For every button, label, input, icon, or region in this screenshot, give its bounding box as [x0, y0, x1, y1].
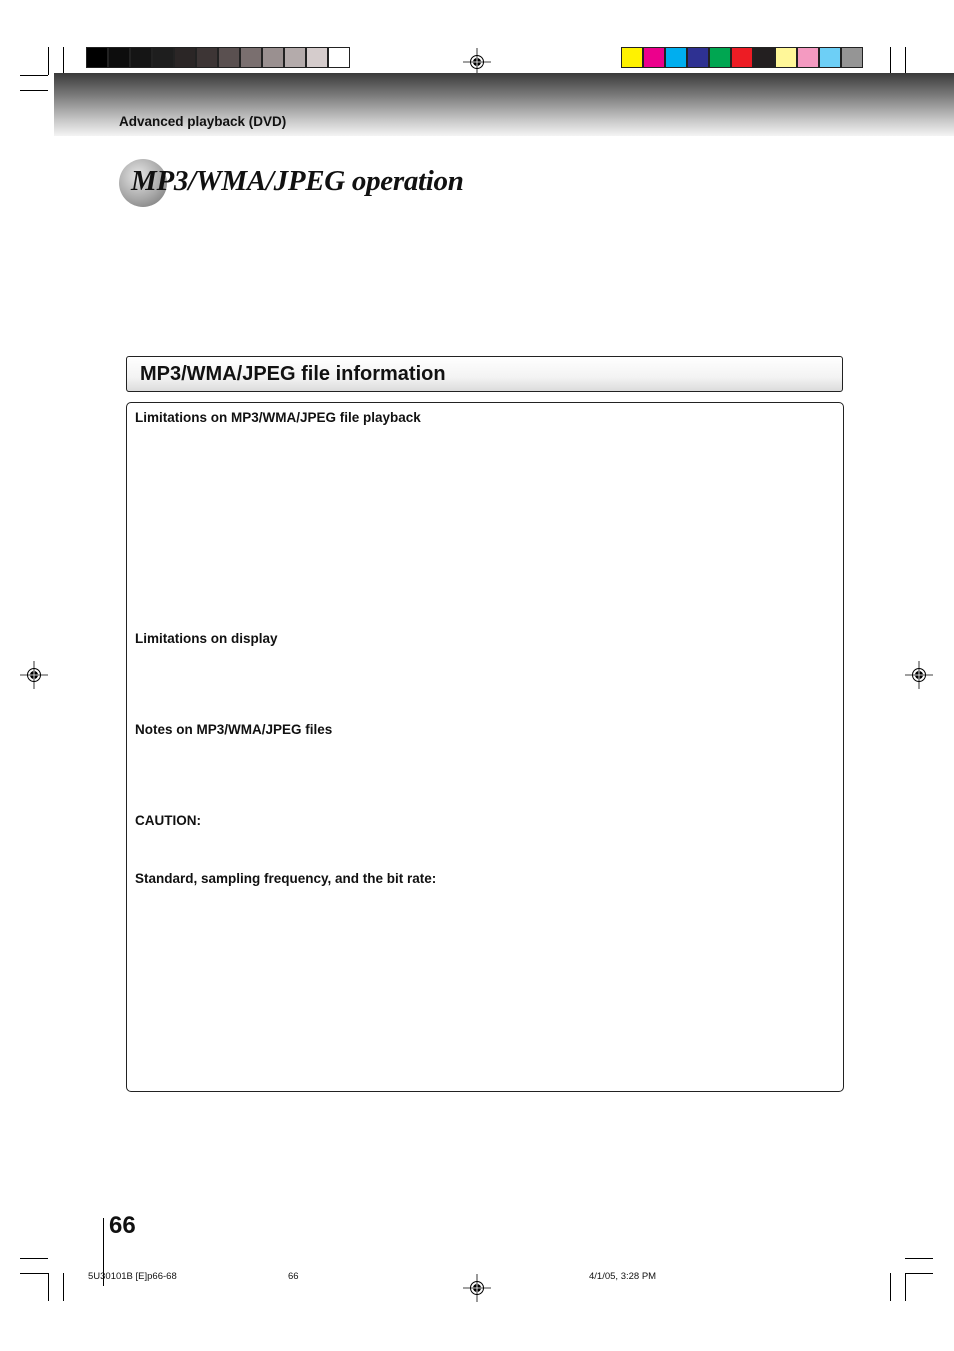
- footer-timestamp: 4/1/05, 3:28 PM: [589, 1271, 657, 1282]
- color-swatch: [152, 47, 174, 68]
- crop-mark: [20, 1273, 48, 1274]
- color-swatch: [621, 47, 643, 68]
- color-swatch: [240, 47, 262, 68]
- registration-mark-icon: [905, 661, 933, 689]
- content-box: [126, 402, 844, 1092]
- color-swatch: [665, 47, 687, 68]
- color-swatch: [687, 47, 709, 68]
- subheading-bit-rate: Standard, sampling frequency, and the bit rate:: [135, 871, 437, 886]
- crop-mark: [20, 1258, 48, 1259]
- crop-mark: [20, 90, 48, 91]
- crop-mark: [63, 1273, 64, 1301]
- color-swatch: [731, 47, 753, 68]
- crop-mark: [905, 47, 906, 75]
- color-swatch: [174, 47, 196, 68]
- color-swatch: [218, 47, 240, 68]
- registration-mark-icon: [463, 1274, 491, 1302]
- subheading-caution: CAUTION:: [135, 813, 201, 828]
- color-swatch: [643, 47, 665, 68]
- subheading-display-limitations: Limitations on display: [135, 631, 278, 646]
- color-swatch: [130, 47, 152, 68]
- subheading-playback-limitations: Limitations on MP3/WMA/JPEG file playback: [135, 410, 421, 425]
- section-label: Advanced playback (DVD): [119, 114, 287, 129]
- color-swatch: [841, 47, 863, 68]
- color-swatch: [709, 47, 731, 68]
- color-swatch: [819, 47, 841, 68]
- color-swatch: [797, 47, 819, 68]
- grayscale-calibration-bar: [86, 47, 350, 68]
- section-heading-box: [126, 356, 843, 392]
- crop-mark: [905, 1273, 906, 1301]
- crop-mark: [890, 1273, 891, 1301]
- crop-mark: [48, 1273, 49, 1301]
- color-swatch: [775, 47, 797, 68]
- crop-mark: [905, 1258, 933, 1259]
- crop-mark: [890, 47, 891, 75]
- page-number: 66: [109, 1212, 136, 1239]
- crop-mark: [905, 1273, 933, 1274]
- crop-mark: [48, 47, 49, 75]
- color-swatch: [262, 47, 284, 68]
- color-calibration-bar: [621, 47, 863, 68]
- registration-mark-icon: [20, 661, 48, 689]
- color-swatch: [108, 47, 130, 68]
- registration-mark-icon: [463, 48, 491, 76]
- page-title: MP3/WMA/JPEG operation: [131, 165, 464, 197]
- color-swatch: [753, 47, 775, 68]
- color-swatch: [86, 47, 108, 68]
- color-swatch: [196, 47, 218, 68]
- footer-file-name: 5U30101B [E]p66-68: [88, 1271, 177, 1282]
- color-swatch: [306, 47, 328, 68]
- crop-mark: [63, 47, 64, 75]
- section-heading: MP3/WMA/JPEG file information: [140, 363, 446, 385]
- footer-page: 66: [288, 1271, 299, 1282]
- subheading-file-notes: Notes on MP3/WMA/JPEG files: [135, 722, 333, 737]
- color-swatch: [328, 47, 350, 68]
- crop-mark: [20, 75, 48, 76]
- color-swatch: [284, 47, 306, 68]
